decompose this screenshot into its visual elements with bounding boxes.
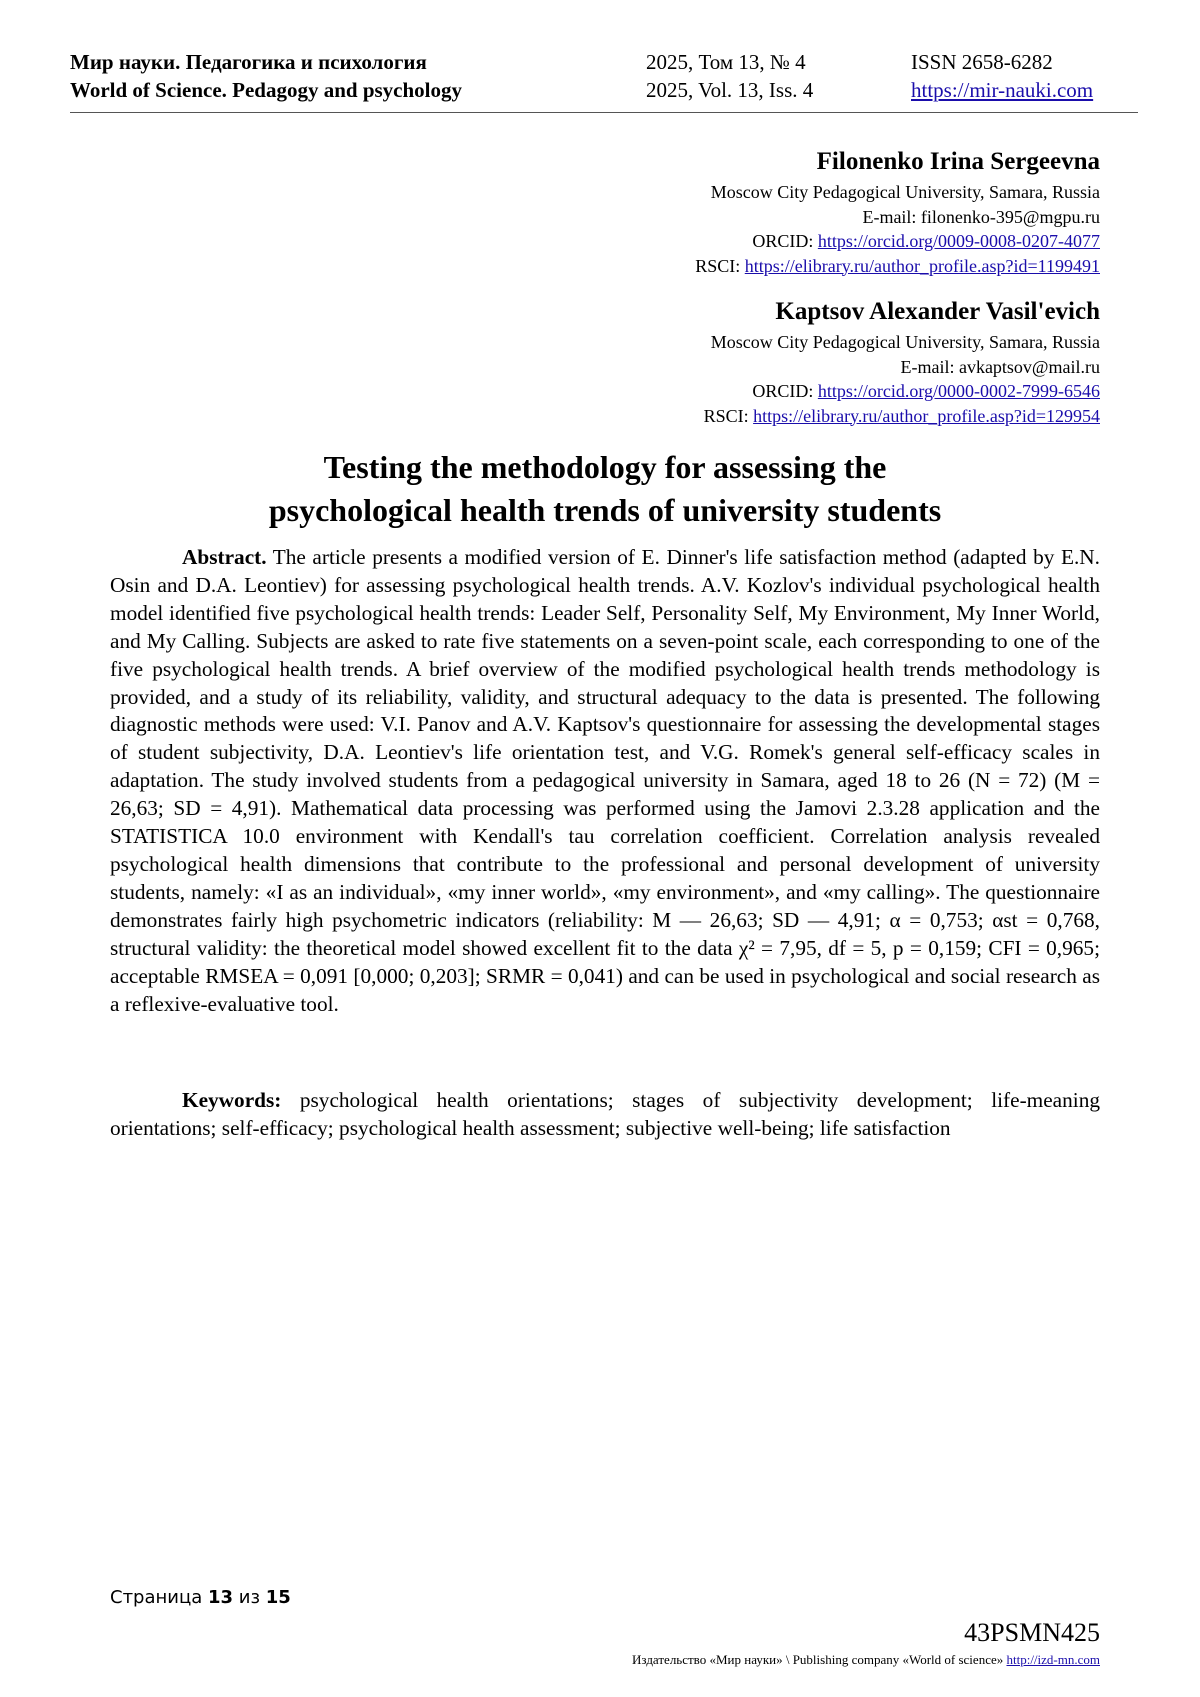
header-row-en: [70, 76, 1138, 104]
issue-ru: 2025, Том 13, № 4: [646, 50, 806, 74]
journal-name-ru: Мир науки. Педагогика и психология: [70, 50, 427, 74]
author-name: Kaptsov Alexander Vasil'evich: [775, 298, 1100, 325]
orcid-link[interactable]: https://orcid.org/0009-0008-0207-4077: [817, 231, 1100, 251]
publisher-text: Издательство «Мир науки» \ Publishing company «World of science»: [632, 1652, 1007, 1667]
author-rsci: [695, 254, 1100, 279]
abstract: [110, 544, 1100, 1018]
issn: ISSN 2658-6282: [911, 50, 1053, 74]
publisher-link[interactable]: http://izd-mn.com: [1006, 1652, 1100, 1667]
article-code: 43PSMN425: [964, 1618, 1100, 1647]
author-email: E-mail: avkaptsov@mail.ru: [900, 356, 1100, 377]
author-block-2: [704, 296, 1100, 428]
keywords-label: Keywords:: [182, 1088, 282, 1112]
page-prefix: Страница: [110, 1587, 208, 1608]
journal-name-en: World of Science. Pedagogy and psychology: [70, 78, 463, 102]
title-line-2: psychological health trends of university students: [268, 492, 942, 528]
keywords: [110, 1087, 1100, 1143]
rsci-label: RSCI:: [703, 405, 754, 426]
orcid-link[interactable]: https://orcid.org/0000-0002-7999-6546: [817, 381, 1100, 401]
author-orcid: [704, 379, 1100, 404]
keywords-text: psychological health orientations; stages of subjectivity development; life-meaning orientations; self-efficacy; psychological health assessment; subjective well-being; life satisfaction: [110, 1088, 1100, 1140]
author-orcid: [695, 229, 1100, 254]
abstract-label: Abstract.: [182, 545, 267, 569]
journal-header: [70, 48, 1138, 104]
title-line-1: Testing the methodology for assessing the: [323, 449, 887, 485]
issue-en: 2025, Vol. 13, Iss. 4: [646, 78, 814, 102]
author-affiliation: Moscow City Pedagogical University, Samara, Russia: [710, 332, 1100, 352]
page-total: 15: [265, 1587, 291, 1608]
rsci-link[interactable]: https://elibrary.ru/author_profile.asp?id=129954: [753, 405, 1100, 426]
author-affiliation: Moscow City Pedagogical University, Samara, Russia: [710, 182, 1100, 202]
author-rsci: [704, 404, 1100, 429]
abstract-text: The article presents a modified version of E. Dinner's life satisfaction method (adapted by E.N. Osin and D.A. Leontiev) for assessing psychological health trends. A.V. Kozlov's individual psychological health model identified five psychological health trends: Leader Self, Personality Self, My Environment, My Inner World, and My Calling. Subjects are asked to rate five statements on a seven-point scale, each corresponding to one of the five psychological health trends. A brief overview of the modified psychological health trends methodology is provided, and a study of its reliability, validity, and structural adequacy to the data is presented. The following diagnostic methods were used: V.I. Panov and A.V. Kaptsov's questionnaire for assessing the developmental stages of student subjectivity, D.A. Leontiev's life orientation test, and V.G. Romek's general self-efficacy scales in adaptation. The study involved students from a pedagogical university in Samara, aged 18 to 26 (N = 72) (M = 26,63; SD = 4,91). Mathematical data processing was performed using the Jamovi 2.3.28 application and the STATISTICA 10.0 environment with Kendall's tau correlation coefficient. Correlation analysis revealed psychological health dimensions that contribute to the professional and personal development of university students, namely: «I as an individual», «my inner world», «my environment», and «my calling». The questionnaire demonstrates fairly high psychometric indicators (reliability: M — 26,63; SD — 4,91; α = 0,753; αst = 0,768, structural validity: the theoretical model showed excellent fit to the data χ² = 7,95, df = 5, p = 0,159; CFI = 0,965; acceptable RMSEA = 0,091 [0,000; 0,203]; SRMR = 0,041) and can be used in psychological and social research as a reflexive-evaluative tool.: [110, 545, 1100, 1016]
page-number: [110, 1587, 291, 1608]
author-name: Filonenko Irina Sergeevna: [816, 148, 1100, 175]
publisher-line: [632, 1652, 1100, 1668]
rsci-link[interactable]: https://elibrary.ru/author_profile.asp?id=1199491: [744, 255, 1100, 276]
author-email: E-mail: filonenko-395@mgpu.ru: [862, 206, 1100, 227]
journal-site-link[interactable]: https://mir-nauki.com: [911, 78, 1094, 102]
header-row-ru: [70, 48, 1138, 76]
page-mid: из: [233, 1587, 266, 1608]
article-title: [110, 446, 1100, 532]
header-divider: [70, 112, 1138, 113]
page-current: 13: [207, 1587, 234, 1608]
orcid-label: ORCID:: [752, 381, 818, 401]
rsci-label: RSCI:: [695, 255, 745, 276]
orcid-label: ORCID:: [752, 231, 818, 251]
author-block-1: [695, 146, 1100, 278]
